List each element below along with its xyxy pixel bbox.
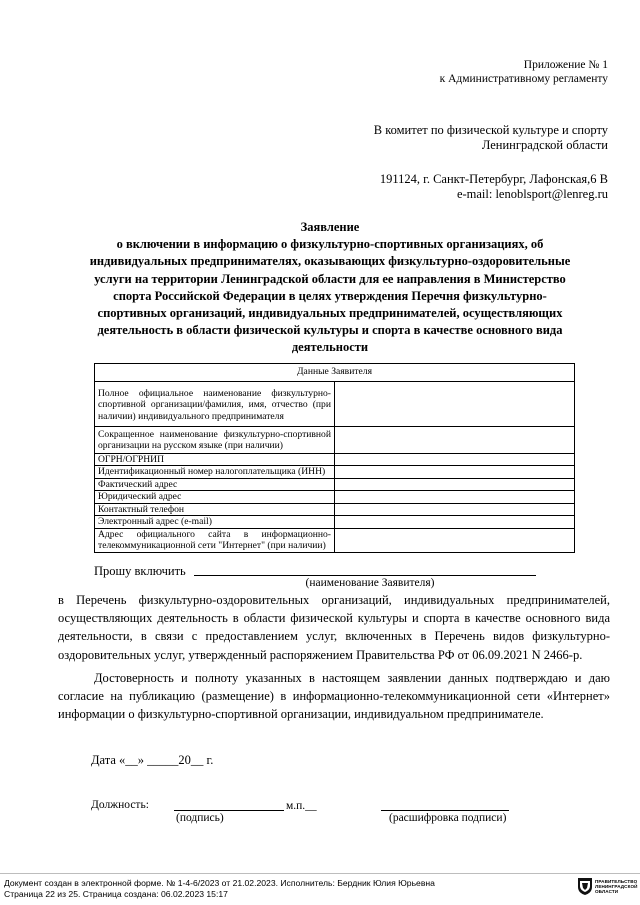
- row-label-actual-address: Фактический адрес: [95, 478, 335, 491]
- title-line: деятельности: [291, 340, 369, 355]
- request-paragraph: в Перечень физкультурно-оздоровительных организаций, индивидуальных предпринимателей, осуществляющих деятельность в области физической культуры и спорта в качестве основного вида деятельности, в связи с предоставлением услуг, включенных в Перечень видов физкультурно-оздоровительных услуг, утвержденный распоряжением Правительства РФ от 06.09.2021 N 2466-р.: [58, 593, 610, 662]
- footer-document-info: Документ создан в электронной форме. № 1-4-6/2023 от 21.02.2023. Исполнитель: Бердник Юлия Юрьевна: [4, 878, 435, 888]
- row-value-short-name[interactable]: [335, 426, 575, 453]
- row-value-ogrn[interactable]: [335, 453, 575, 466]
- recipient-block: [248, 123, 608, 202]
- row-value-full-name[interactable]: [335, 381, 575, 426]
- row-value-inn[interactable]: [335, 466, 575, 479]
- title-line: деятельность в области физической культуры и спорта в качестве основного вида: [97, 323, 563, 338]
- row-label-phone: Контактный телефон: [95, 503, 335, 516]
- recipient-email: e-mail: lenoblsport@lenreg.ru: [456, 187, 608, 201]
- row-value-email[interactable]: [335, 516, 575, 529]
- title-line: спортивных организаций, индивидуальных предпринимателей, осуществляющих: [97, 306, 563, 321]
- signature-caption: (подпись): [176, 812, 224, 824]
- government-logo-text: [595, 879, 638, 894]
- row-value-actual-address[interactable]: [335, 478, 575, 491]
- recipient-address: 191124, г. Санкт-Петербург, Лафонская,6 В: [379, 172, 608, 186]
- title-heading: Заявление: [300, 220, 360, 234]
- row-value-phone[interactable]: [335, 503, 575, 516]
- footer-page-info: Страница 22 из 25. Страница создана: 06.02.2023 15:17: [4, 888, 228, 899]
- table-row: [95, 426, 575, 453]
- table-header-row: [95, 364, 575, 382]
- document-title: [58, 219, 602, 357]
- position-label: Должность:: [91, 799, 149, 811]
- logo-line: ОБЛАСТИ: [595, 889, 619, 894]
- title-line: спорта Российской Федерации в целях утверждения Перечня физкультурно-: [113, 288, 547, 303]
- row-value-legal-address[interactable]: [335, 491, 575, 504]
- title-line: услуги на территории Ленинградской области для ее направления в Министерство: [94, 271, 566, 286]
- table-row: [95, 516, 575, 529]
- applicant-name-caption: (наименование Заявителя): [305, 577, 435, 589]
- title-line: о включении в информацию о физкультурно-спортивных организациях, об: [116, 237, 544, 252]
- stamp-label: м.п.__: [286, 800, 317, 812]
- decryption-caption: (расшифровка подписи): [389, 812, 507, 824]
- table-row: [95, 453, 575, 466]
- table-row: [95, 528, 575, 552]
- row-label-short-name: Сокращенное наименование физкультурно-спортивной организации на русском языке (при наличии): [95, 426, 335, 453]
- row-label-ogrn: ОГРН/ОГРНИП: [95, 453, 335, 466]
- recipient-line2: Ленинградской области: [481, 138, 608, 152]
- consent-paragraph: Достоверность и полноту указанных в настоящем заявлении данных подтверждаю и даю согласие на публикацию (размещение) в информационно-телекоммуникационной сети «Интернет» информации о физкультурно-спортивной организации, индивидуальном предпринимателе.: [58, 671, 610, 722]
- footer-divider: [0, 873, 640, 874]
- appendix-number: Приложение № 1: [523, 59, 608, 71]
- table-row: [95, 466, 575, 479]
- recipient-line1: В комитет по физической культуре и спорту: [373, 123, 608, 137]
- appendix-label: [308, 58, 608, 86]
- table-header: Данные Заявителя: [95, 364, 575, 382]
- table-row: [95, 491, 575, 504]
- footer-info: [4, 878, 435, 899]
- logo-line: ЛЕНИНГРАДСКОЙ: [595, 884, 638, 889]
- row-label-legal-address: Юридический адрес: [95, 491, 335, 504]
- row-label-website: Адрес официального сайта в информационно-телекоммуникационной сети "Интернет" (при наличии): [95, 528, 335, 552]
- row-value-website[interactable]: [335, 528, 575, 552]
- row-label-email: Электронный адрес (e-mail): [95, 516, 335, 529]
- table-row: [95, 381, 575, 426]
- date-field[interactable]: Дата «__» _____20__ г.: [91, 753, 214, 767]
- row-label-inn: Идентификационный номер налогоплательщика (ИНН): [95, 466, 335, 479]
- request-label: Прошу включить: [94, 564, 186, 578]
- table-row: [95, 478, 575, 491]
- table-row: [95, 503, 575, 516]
- applicant-data-table: [94, 363, 575, 553]
- title-line: индивидуальных предпринимателях, оказывающих физкультурно-оздоровительные: [89, 254, 571, 269]
- row-label-full-name: Полное официальное наименование физкультурно-спортивной организации/фамилия, имя, отчество (при наличии) индивидуального предпринимателя: [95, 381, 335, 426]
- coat-of-arms-icon: [577, 876, 593, 896]
- logo-line: ПРАВИТЕЛЬСТВО: [595, 879, 638, 884]
- appendix-reference: к Административному регламенту: [439, 73, 608, 85]
